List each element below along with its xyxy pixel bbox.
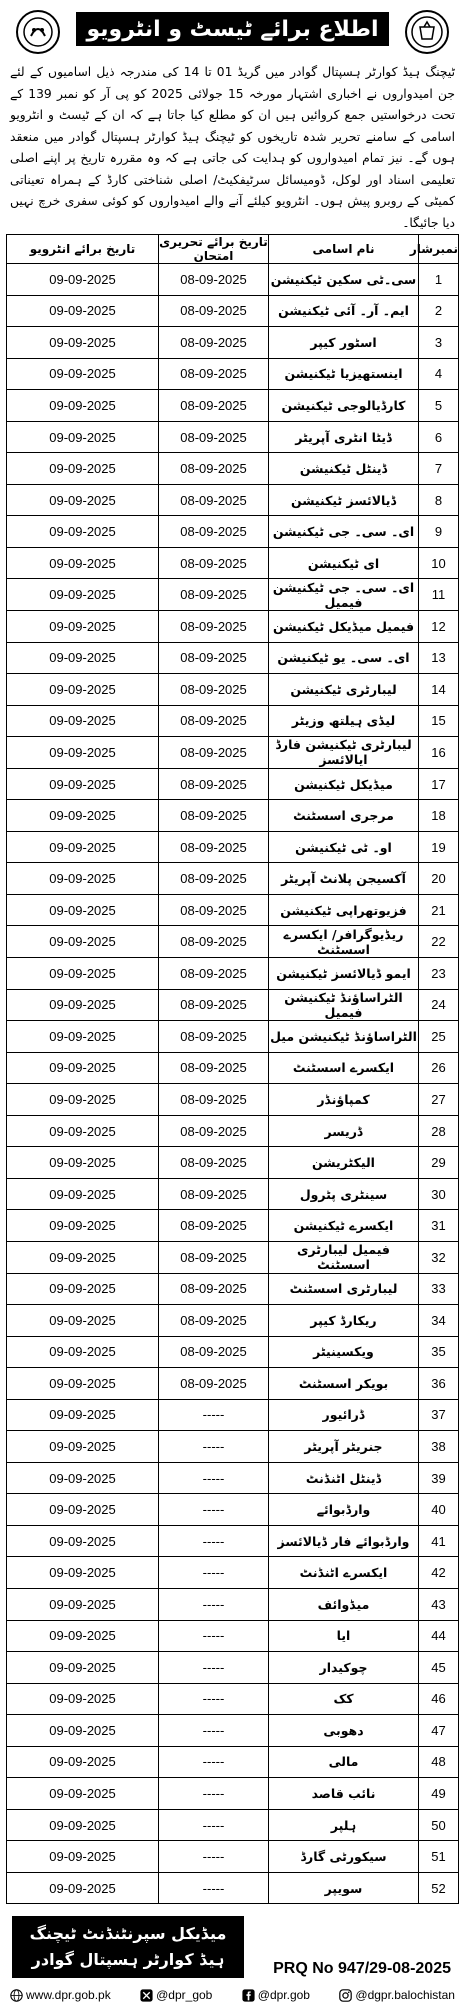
serial-no-cell: 31 — [419, 1210, 459, 1242]
website-link[interactable] — [10, 1988, 111, 2002]
website-text: www.dpr.gob.pk — [26, 1988, 111, 2003]
serial-no-cell: 21 — [419, 894, 459, 926]
serial-no-cell: 44 — [419, 1620, 459, 1652]
post-name-cell: ریڈیوگرافر/ ایکسرے اسسٹنٹ — [269, 926, 419, 958]
written-test-date-cell: ----- — [159, 1588, 269, 1620]
interview-date-cell: 09-09-2025 — [7, 1273, 159, 1305]
post-name-cell: ایکسرے ٹیکنیشن — [269, 1210, 419, 1242]
interview-date-cell: 09-09-2025 — [7, 1115, 159, 1147]
facebook-handle: @dpr.gob — [257, 1988, 310, 2003]
written-test-date-cell: 08-09-2025 — [159, 390, 269, 422]
post-name-cell: لیبارٹری ٹیکنیشن — [269, 674, 419, 706]
post-name-cell: سی۔ٹی سکین ٹیکنیشن — [269, 264, 419, 296]
table-row — [7, 579, 459, 611]
interview-date-cell: 09-09-2025 — [7, 737, 159, 769]
table-row — [7, 1841, 459, 1873]
table-row — [7, 1273, 459, 1305]
interview-date-cell: 09-09-2025 — [7, 390, 159, 422]
interview-date-cell: 09-09-2025 — [7, 547, 159, 579]
interview-date-cell: 09-09-2025 — [7, 327, 159, 359]
serial-no-cell: 8 — [419, 484, 459, 516]
written-test-date-cell: ----- — [159, 1494, 269, 1526]
serial-no-cell: 24 — [419, 989, 459, 1021]
table-row — [7, 1462, 459, 1494]
written-test-date-cell: ----- — [159, 1746, 269, 1778]
table-row — [7, 1652, 459, 1684]
written-test-date-cell: 08-09-2025 — [159, 579, 269, 611]
written-test-date-cell: 08-09-2025 — [159, 611, 269, 643]
serial-no-cell: 18 — [419, 800, 459, 832]
serial-no-cell: 6 — [419, 421, 459, 453]
post-name-cell: لیبارٹری اسسٹنٹ — [269, 1273, 419, 1305]
interview-date-cell: 09-09-2025 — [7, 1557, 159, 1589]
written-test-date-cell: ----- — [159, 1652, 269, 1684]
serial-no-cell: 36 — [419, 1368, 459, 1400]
table-row — [7, 1305, 459, 1337]
interview-date-cell: 09-09-2025 — [7, 705, 159, 737]
post-name-cell: ڈینٹل ٹیکنیشن — [269, 453, 419, 485]
interview-date-cell: 09-09-2025 — [7, 831, 159, 863]
written-test-date-cell: ----- — [159, 1431, 269, 1463]
serial-no-cell: 39 — [419, 1462, 459, 1494]
post-name-cell: ڈرائیور — [269, 1399, 419, 1431]
header — [6, 4, 459, 62]
table-row — [7, 358, 459, 390]
interview-date-cell: 09-09-2025 — [7, 1746, 159, 1778]
post-name-cell: ای۔ سی۔ جی ٹیکنیشن — [269, 516, 419, 548]
written-test-date-cell: 08-09-2025 — [159, 295, 269, 327]
table-row — [7, 516, 459, 548]
post-name-cell: دھوبی — [269, 1715, 419, 1747]
table-row — [7, 547, 459, 579]
written-test-date-cell: 08-09-2025 — [159, 1021, 269, 1053]
header-written-test-date: تاریخ برائے تحریری امتحان — [159, 235, 268, 263]
hospital-emblem-icon — [22, 16, 54, 48]
table-row — [7, 958, 459, 990]
interview-date-cell: 09-09-2025 — [7, 1210, 159, 1242]
post-name-cell: الٹراساؤنڈ ٹیکنیشن فیمیل — [269, 989, 419, 1021]
written-test-date-cell: 08-09-2025 — [159, 516, 269, 548]
table-row — [7, 863, 459, 895]
interview-date-cell: 09-09-2025 — [7, 611, 159, 643]
table-row — [7, 1178, 459, 1210]
written-test-date-cell: 08-09-2025 — [159, 358, 269, 390]
serial-no-cell: 26 — [419, 1052, 459, 1084]
post-name-cell: ایم۔ آر۔ آئی ٹیکنیشن — [269, 295, 419, 327]
serial-no-cell: 42 — [419, 1557, 459, 1589]
written-test-date-cell: 08-09-2025 — [159, 1178, 269, 1210]
serial-no-cell: 3 — [419, 327, 459, 359]
header-serial-no: نمبرشار — [419, 235, 459, 264]
serial-no-cell: 46 — [419, 1683, 459, 1715]
post-name-cell: ڈریسر — [269, 1115, 419, 1147]
serial-no-cell: 7 — [419, 453, 459, 485]
interview-date-cell: 09-09-2025 — [7, 1336, 159, 1368]
instagram-handle: @dgpr.balochistan — [355, 1988, 455, 2003]
table-row — [7, 1683, 459, 1715]
instagram-link[interactable] — [339, 1988, 455, 2002]
serial-no-cell: 27 — [419, 1084, 459, 1116]
serial-no-cell: 5 — [419, 390, 459, 422]
interview-date-cell: 09-09-2025 — [7, 642, 159, 674]
post-name-cell: جنریٹر آپریٹر — [269, 1431, 419, 1463]
table-row — [7, 1872, 459, 1904]
written-test-date-cell: ----- — [159, 1557, 269, 1589]
interview-date-cell: 09-09-2025 — [7, 1368, 159, 1400]
table-row — [7, 484, 459, 516]
written-test-date-cell: 08-09-2025 — [159, 800, 269, 832]
serial-no-cell: 43 — [419, 1588, 459, 1620]
interview-date-cell: 09-09-2025 — [7, 1147, 159, 1179]
table-row — [7, 1746, 459, 1778]
hospital-logo — [16, 10, 60, 54]
written-test-date-cell: ----- — [159, 1715, 269, 1747]
serial-no-cell: 16 — [419, 737, 459, 769]
serial-no-cell: 19 — [419, 831, 459, 863]
written-test-date-cell: 08-09-2025 — [159, 453, 269, 485]
post-name-cell: ای۔ سی۔ یو ٹیکنیشن — [269, 642, 419, 674]
table-row — [7, 1115, 459, 1147]
footer — [6, 1910, 459, 2010]
written-test-date-cell: ----- — [159, 1525, 269, 1557]
interview-date-cell: 09-09-2025 — [7, 295, 159, 327]
interview-date-cell: 09-09-2025 — [7, 421, 159, 453]
written-test-date-cell: 08-09-2025 — [159, 264, 269, 296]
serial-no-cell: 20 — [419, 863, 459, 895]
serial-no-cell: 50 — [419, 1809, 459, 1841]
written-test-date-cell: 08-09-2025 — [159, 1210, 269, 1242]
post-name-cell: سویپر — [269, 1872, 419, 1904]
table-body — [7, 264, 459, 1904]
written-test-date-cell: 08-09-2025 — [159, 1273, 269, 1305]
serial-no-cell: 30 — [419, 1178, 459, 1210]
prq-number: PRQ No 947/29-08-2025 — [273, 1960, 451, 1978]
table-row — [7, 1021, 459, 1053]
written-test-date-cell: ----- — [159, 1462, 269, 1494]
interview-date-cell: 09-09-2025 — [7, 958, 159, 990]
table-row — [7, 800, 459, 832]
post-name-cell: ڈیٹا انٹری آپریٹر — [269, 421, 419, 453]
written-test-date-cell: 08-09-2025 — [159, 958, 269, 990]
table-row — [7, 327, 459, 359]
post-name-cell: لیڈی ہیلتھ وزیٹر — [269, 705, 419, 737]
post-name-cell: بویکر اسسٹنٹ — [269, 1368, 419, 1400]
interview-date-cell: 09-09-2025 — [7, 1431, 159, 1463]
serial-no-cell: 40 — [419, 1494, 459, 1526]
table-row — [7, 390, 459, 422]
written-test-date-cell: 08-09-2025 — [159, 484, 269, 516]
post-name-cell: الٹراساؤنڈ ٹیکنیشن میل — [269, 1021, 419, 1053]
serial-no-cell: 10 — [419, 547, 459, 579]
interview-date-cell: 09-09-2025 — [7, 894, 159, 926]
table-row — [7, 1431, 459, 1463]
written-test-date-cell: 08-09-2025 — [159, 705, 269, 737]
interview-date-cell: 09-09-2025 — [7, 1652, 159, 1684]
written-test-date-cell: ----- — [159, 1872, 269, 1904]
serial-no-cell: 13 — [419, 642, 459, 674]
serial-no-cell: 14 — [419, 674, 459, 706]
written-test-date-cell: 08-09-2025 — [159, 831, 269, 863]
written-test-date-cell: 08-09-2025 — [159, 1084, 269, 1116]
written-test-date-cell: 08-09-2025 — [159, 1368, 269, 1400]
interview-date-cell: 09-09-2025 — [7, 1305, 159, 1337]
posts-table — [6, 234, 459, 1904]
interview-date-cell: 09-09-2025 — [7, 484, 159, 516]
table-row — [7, 1588, 459, 1620]
table-row — [7, 1778, 459, 1810]
interview-date-cell: 09-09-2025 — [7, 264, 159, 296]
header-interview-date: تاریخ برائے انٹرویو — [7, 235, 159, 264]
written-test-date-cell: 08-09-2025 — [159, 1147, 269, 1179]
signatory-line-1: میڈیکل سپرنٹنڈنٹ ٹیچنگ — [29, 1924, 227, 1944]
interview-date-cell: 09-09-2025 — [7, 1588, 159, 1620]
interview-date-cell: 09-09-2025 — [7, 1620, 159, 1652]
twitter-handle: @dpr_gob — [156, 1988, 213, 2003]
serial-no-cell: 49 — [419, 1778, 459, 1810]
serial-no-cell: 48 — [419, 1746, 459, 1778]
written-test-date-cell: 08-09-2025 — [159, 989, 269, 1021]
serial-no-cell: 9 — [419, 516, 459, 548]
post-name-cell: ایا — [269, 1620, 419, 1652]
notice-paragraph: ٹیچنگ ہیڈ کوارٹر ہسپتال گوادر میں گریڈ 01 تا 14 کی مندرجہ ذیل اسامیوں کے لئے جن امیدواروں نے اخباری اشتہار مورخہ 15 جولائی 2025 کو پی آر کو نمبر 139 کے تحت درخواستیں جمع کروائیں ہیں ان کو مطلع کیا جاتا ہے کہ ان کے ٹیسٹ و انٹرویو اسامی کے سامنے تحریر شدہ تاریخوں کو ٹیچنگ ہیڈ کوارٹر ہسپتال گوادر میں منعقد ہوں گے۔ نیز تمام امیدواروں کو ہدایت کی جاتی ہے کہ وہ مقررہ تاریخ پر اپنے اصلی تعلیمی اسناد اور لوکل، ڈومیسائل سرٹیفکیٹ/ اصلی شناختی کارڈ کے ہمراہ تعیناتی کمیٹی کے روبرو پیش ہوں۔ انٹرویو کیلئے آنے والے امیدواروں کو کوئی سفری خرچ نہیں دیا جائیگا۔ — [10, 65, 455, 230]
written-test-date-cell: ----- — [159, 1809, 269, 1841]
post-name-cell: سینٹری پٹرول — [269, 1178, 419, 1210]
interview-date-cell: 09-09-2025 — [7, 1399, 159, 1431]
post-name-cell: ویکسینیٹر — [269, 1336, 419, 1368]
serial-no-cell: 47 — [419, 1715, 459, 1747]
written-test-date-cell: ----- — [159, 1778, 269, 1810]
post-name-cell: چوکیدار — [269, 1652, 419, 1684]
post-name-cell: ریکارڈ کیپر — [269, 1305, 419, 1337]
table-header-row — [7, 235, 459, 264]
interview-date-cell: 09-09-2025 — [7, 926, 159, 958]
interview-date-cell: 09-09-2025 — [7, 358, 159, 390]
written-test-date-cell: 08-09-2025 — [159, 863, 269, 895]
table-row — [7, 611, 459, 643]
serial-no-cell: 17 — [419, 768, 459, 800]
serial-no-cell: 28 — [419, 1115, 459, 1147]
interview-date-cell: 09-09-2025 — [7, 800, 159, 832]
social-links — [10, 1988, 455, 2002]
interview-date-cell: 09-09-2025 — [7, 1462, 159, 1494]
page-title: اطلاع برائے ٹیسٹ و انٹرویو — [76, 12, 389, 46]
post-name-cell: ای ٹیکنیشن — [269, 547, 419, 579]
post-name-cell: الیکٹریشن — [269, 1147, 419, 1179]
serial-no-cell: 2 — [419, 295, 459, 327]
table-row — [7, 1715, 459, 1747]
post-name-cell: میڈوائف — [269, 1588, 419, 1620]
balochistan-government-logo — [405, 10, 449, 54]
post-name-cell: اینستھیزیا ٹیکنیشن — [269, 358, 419, 390]
interview-date-cell: 09-09-2025 — [7, 863, 159, 895]
written-test-date-cell: 08-09-2025 — [159, 768, 269, 800]
post-name-cell: آکسیجن پلانٹ آپریٹر — [269, 863, 419, 895]
table-row — [7, 1620, 459, 1652]
written-test-date-cell: 08-09-2025 — [159, 642, 269, 674]
interview-date-cell: 09-09-2025 — [7, 1241, 159, 1273]
written-test-date-cell: ----- — [159, 1620, 269, 1652]
post-name-cell: سیکورٹی گارڈ — [269, 1841, 419, 1873]
post-name-cell: ڈیالائسز ٹیکنیشن — [269, 484, 419, 516]
signatory-line-2: ہیڈ کوارٹر ہسپتال گوادر — [31, 1950, 225, 1970]
serial-no-cell: 4 — [419, 358, 459, 390]
table-row — [7, 1557, 459, 1589]
header-post-name: نام اسامی — [269, 235, 419, 264]
serial-no-cell: 25 — [419, 1021, 459, 1053]
serial-no-cell: 35 — [419, 1336, 459, 1368]
interview-date-cell: 09-09-2025 — [7, 1052, 159, 1084]
table-row — [7, 989, 459, 1021]
interview-date-cell: 09-09-2025 — [7, 1715, 159, 1747]
interview-date-cell: 09-09-2025 — [7, 1841, 159, 1873]
serial-no-cell: 52 — [419, 1872, 459, 1904]
post-name-cell: ایمو ڈیالائسز ٹیکنیشن — [269, 958, 419, 990]
table-row — [7, 1336, 459, 1368]
written-test-date-cell: 08-09-2025 — [159, 547, 269, 579]
serial-no-cell: 33 — [419, 1273, 459, 1305]
table-row — [7, 1147, 459, 1179]
table-row — [7, 295, 459, 327]
serial-no-cell: 12 — [419, 611, 459, 643]
table-row — [7, 1494, 459, 1526]
post-name-cell: ای۔ سی۔ جی ٹیکنیشن فیمیل — [269, 579, 419, 611]
post-name-cell: لیبارٹری ٹیکنیشن فارڈ ایالائسز — [269, 737, 419, 769]
written-test-date-cell: ----- — [159, 1841, 269, 1873]
post-name-cell: ایکسرے اسسٹنٹ — [269, 1052, 419, 1084]
serial-no-cell: 23 — [419, 958, 459, 990]
written-test-date-cell: 08-09-2025 — [159, 1305, 269, 1337]
written-test-date-cell: ----- — [159, 1683, 269, 1715]
serial-no-cell: 38 — [419, 1431, 459, 1463]
written-test-date-cell: 08-09-2025 — [159, 1241, 269, 1273]
post-name-cell: او۔ ٹی ٹیکنیشن — [269, 831, 419, 863]
table-row — [7, 674, 459, 706]
table-row — [7, 705, 459, 737]
post-name-cell: ایکسرے اٹنڈنٹ — [269, 1557, 419, 1589]
interview-date-cell: 09-09-2025 — [7, 768, 159, 800]
written-test-date-cell: 08-09-2025 — [159, 327, 269, 359]
post-name-cell: کمپاؤنڈر — [269, 1084, 419, 1116]
table-row — [7, 1809, 459, 1841]
post-name-cell: وارڈبوائے — [269, 1494, 419, 1526]
table-row — [7, 453, 459, 485]
table-row — [7, 1525, 459, 1557]
interview-date-cell: 09-09-2025 — [7, 453, 159, 485]
twitter-x-icon — [140, 1989, 153, 2002]
table-row — [7, 768, 459, 800]
post-name-cell: ہلپر — [269, 1809, 419, 1841]
table-row — [7, 1052, 459, 1084]
table-row — [7, 1084, 459, 1116]
post-name-cell: فیمیل میڈیکل ٹیکنیشن — [269, 611, 419, 643]
serial-no-cell: 51 — [419, 1841, 459, 1873]
post-name-cell: میڈیکل ٹیکنیشن — [269, 768, 419, 800]
interview-date-cell: 09-09-2025 — [7, 516, 159, 548]
interview-date-cell: 09-09-2025 — [7, 1494, 159, 1526]
facebook-link[interactable] — [242, 1988, 310, 2002]
table-row — [7, 926, 459, 958]
interview-date-cell: 09-09-2025 — [7, 1178, 159, 1210]
serial-no-cell: 37 — [419, 1399, 459, 1431]
table-row — [7, 894, 459, 926]
interview-date-cell: 09-09-2025 — [7, 1809, 159, 1841]
written-test-date-cell: 08-09-2025 — [159, 674, 269, 706]
serial-no-cell: 41 — [419, 1525, 459, 1557]
table-row — [7, 642, 459, 674]
serial-no-cell: 29 — [419, 1147, 459, 1179]
table-row — [7, 1368, 459, 1400]
interview-date-cell: 09-09-2025 — [7, 1084, 159, 1116]
serial-no-cell: 34 — [419, 1305, 459, 1337]
government-seal-icon — [410, 15, 444, 49]
written-test-date-cell: 08-09-2025 — [159, 1115, 269, 1147]
written-test-date-cell: ----- — [159, 1399, 269, 1431]
post-name-cell: کارڈیالوجی ٹیکنیشن — [269, 390, 419, 422]
interview-date-cell: 09-09-2025 — [7, 1525, 159, 1557]
post-name-cell: فزیوتھراپی ٹیکنیشن — [269, 894, 419, 926]
written-test-date-cell: 08-09-2025 — [159, 421, 269, 453]
written-test-date-cell: 08-09-2025 — [159, 1052, 269, 1084]
table-row — [7, 1399, 459, 1431]
post-name-cell: مالی — [269, 1746, 419, 1778]
globe-icon — [10, 1989, 23, 2002]
interview-date-cell: 09-09-2025 — [7, 1872, 159, 1904]
twitter-link[interactable] — [140, 1988, 212, 2002]
written-test-date-cell: 08-09-2025 — [159, 1336, 269, 1368]
serial-no-cell: 45 — [419, 1652, 459, 1684]
serial-no-cell: 15 — [419, 705, 459, 737]
post-name-cell: کک — [269, 1683, 419, 1715]
signatory-block — [12, 1916, 244, 1978]
interview-date-cell: 09-09-2025 — [7, 1778, 159, 1810]
post-name-cell: فیمیل لیبارٹری اسسٹنٹ — [269, 1241, 419, 1273]
serial-no-cell: 11 — [419, 579, 459, 611]
written-test-date-cell: 08-09-2025 — [159, 894, 269, 926]
interview-date-cell: 09-09-2025 — [7, 674, 159, 706]
table-row — [7, 264, 459, 296]
post-name-cell: نائب قاصد — [269, 1778, 419, 1810]
instagram-icon — [339, 1989, 352, 2002]
written-test-date-cell: 08-09-2025 — [159, 926, 269, 958]
table-row — [7, 831, 459, 863]
post-name-cell: وارڈبوائے فار ڈیالائسز — [269, 1525, 419, 1557]
post-name-cell: مرجری اسسٹنٹ — [269, 800, 419, 832]
interview-date-cell: 09-09-2025 — [7, 1683, 159, 1715]
table-row — [7, 1210, 459, 1242]
interview-date-cell: 09-09-2025 — [7, 989, 159, 1021]
written-test-date-cell: 08-09-2025 — [159, 737, 269, 769]
table-row — [7, 1241, 459, 1273]
facebook-icon — [242, 1989, 255, 2002]
table-row — [7, 737, 459, 769]
serial-no-cell: 32 — [419, 1241, 459, 1273]
interview-date-cell: 09-09-2025 — [7, 1021, 159, 1053]
post-name-cell: اسٹور کیپر — [269, 327, 419, 359]
serial-no-cell: 22 — [419, 926, 459, 958]
interview-date-cell: 09-09-2025 — [7, 579, 159, 611]
serial-no-cell: 1 — [419, 264, 459, 296]
table-row — [7, 421, 459, 453]
post-name-cell: ڈینٹل اٹنڈنٹ — [269, 1462, 419, 1494]
